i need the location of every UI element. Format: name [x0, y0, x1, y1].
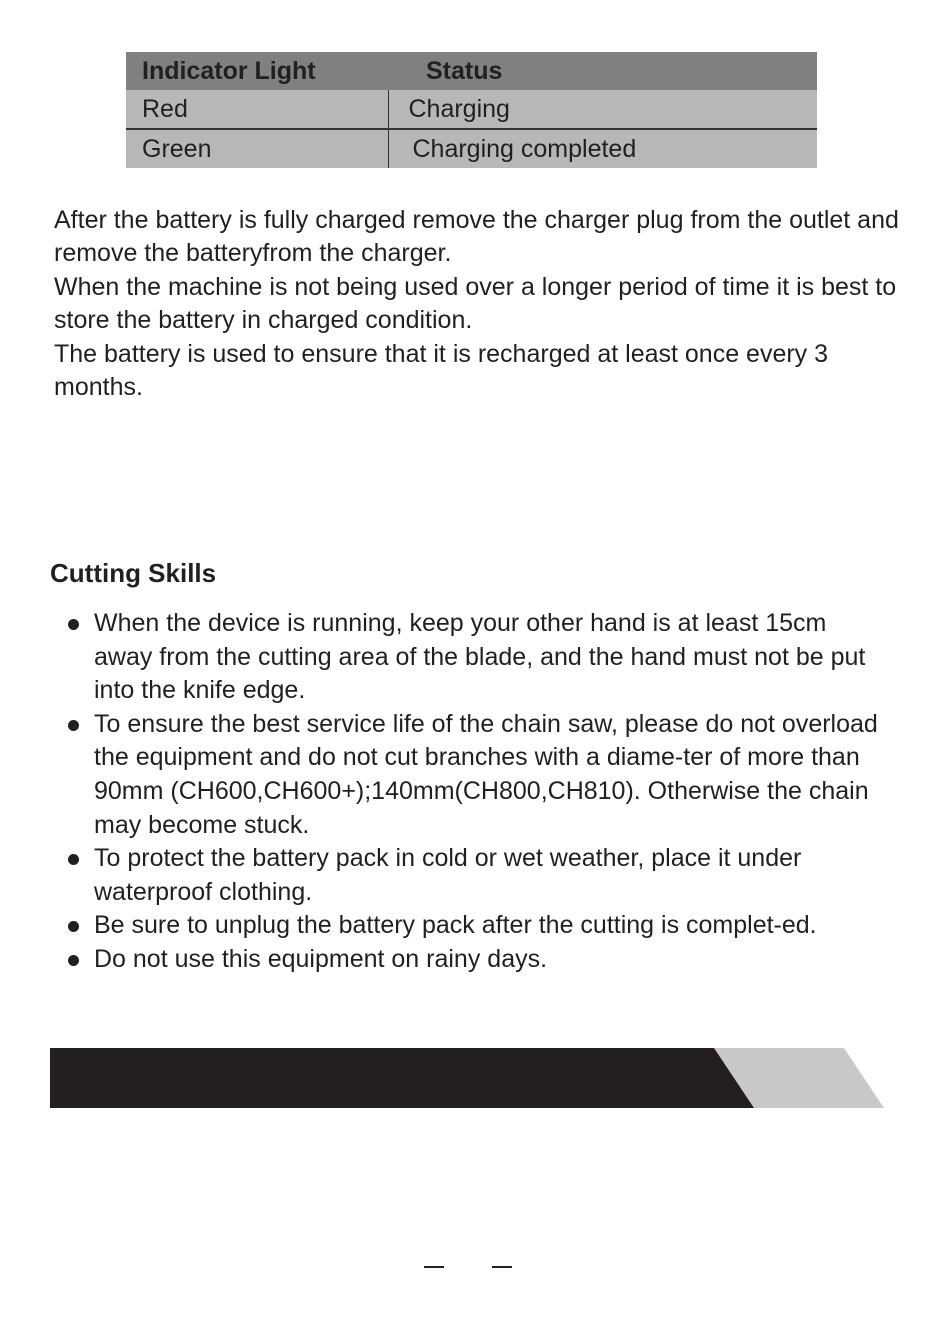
paragraph: After the battery is fully charged remove the charger plug from the outlet and remove the batteryfrom the charger. [54, 206, 899, 268]
list-item-text: Do not use this equipment on rainy days. [94, 944, 548, 973]
page-number-marks [424, 1266, 514, 1270]
column-header-indicator-light: Indicator Light [126, 52, 388, 90]
bullet-icon [68, 921, 79, 932]
list-item-text: To protect the battery pack in cold or wet weather, place it under waterproof clothing. [94, 844, 802, 906]
paragraph: When the machine is not being used over a longer period of time it is best to store the battery in charged condition. [54, 272, 897, 335]
list-item [56, 909, 886, 943]
table-cell-indicator: Green [126, 129, 388, 168]
footer-band-graphic [50, 1048, 884, 1108]
table-row [126, 129, 817, 168]
list-item [56, 708, 886, 842]
table-cell-status: Charging [388, 90, 817, 129]
table-cell-status: Charging completed [388, 129, 817, 168]
bullet-icon [68, 720, 79, 731]
list-item-text: Be sure to unplug the battery pack after the cutting is complet-ed. [94, 911, 817, 940]
column-header-status: Status [388, 52, 817, 90]
paragraph: The battery is used to ensure that it is recharged at least once every 3 months. [54, 339, 829, 402]
list-item [56, 607, 886, 708]
battery-instructions [54, 204, 914, 404]
bullet-icon [68, 955, 79, 966]
bullet-icon [68, 619, 79, 630]
section-title-cutting-skills: Cutting Skills [50, 558, 217, 588]
bullet-icon [68, 854, 79, 865]
list-item [56, 842, 886, 909]
page-mark-right [492, 1266, 512, 1268]
list-item [56, 943, 886, 977]
page-mark-left [424, 1266, 444, 1268]
list-item-text: To ensure the best service life of the chain saw, please do not overload the equipment and do not cut branches with a diame-ter of more than 90mm (CH600,CH600+);140mm(CH800,CH810). Otherwise the chain may become stuck. [94, 709, 878, 839]
footer-band-dark-segment [50, 1048, 754, 1108]
table-header-row [126, 52, 817, 90]
cutting-skills-list [56, 607, 886, 977]
decorative-footer-band [50, 1048, 884, 1108]
list-item-text: When the device is running, keep your other hand is at least 15cm away from the cutting area of the blade, and the hand must not be put into the knife edge. [94, 609, 866, 705]
indicator-status-table [126, 52, 817, 168]
table-cell-indicator: Red [126, 90, 388, 129]
table-row [126, 90, 817, 129]
